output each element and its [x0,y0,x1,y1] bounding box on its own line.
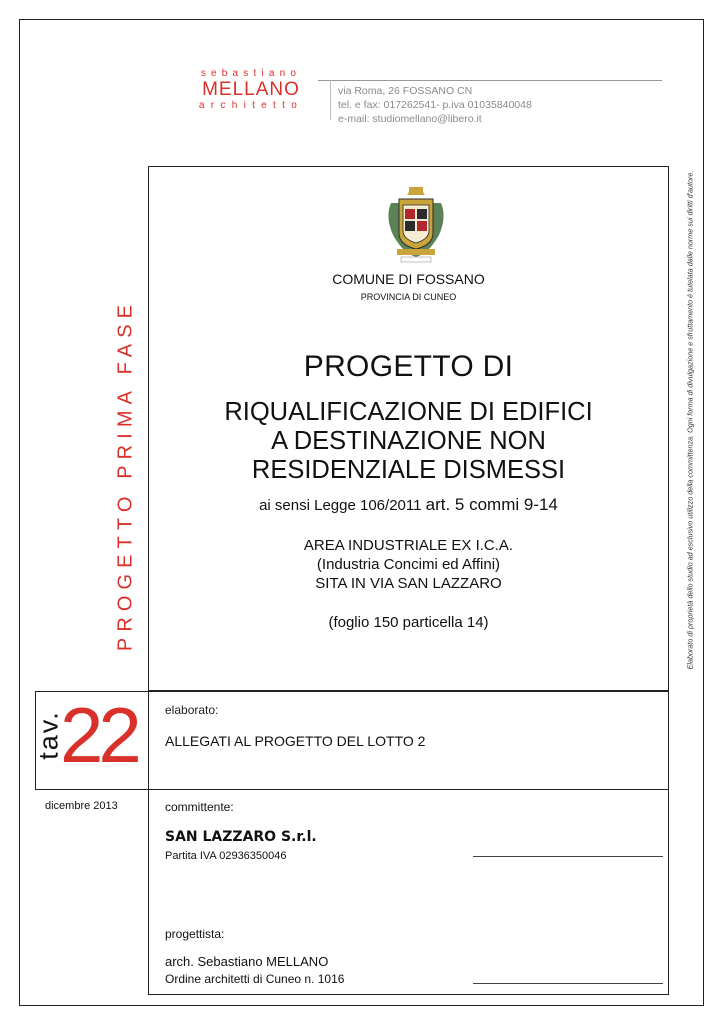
logo-surname: MELLANO [202,79,300,100]
studio-contact [338,84,532,126]
studio-address: via Roma, 26 FOSSANO CN [338,85,473,97]
law-reference-small: ai sensi Legge 106/2011 [259,497,422,514]
area-description [148,536,669,593]
progettista-registration: Ordine architetti di Cuneo n. 1016 [165,972,345,986]
law-reference [148,495,669,515]
sheet-number-divider [148,691,149,790]
committente-vat: Partita IVA 02936350046 [165,850,287,862]
copyright-note: Elaborato di proprietà dello studio ad esclusivo utilizzo della committenza. Ogni forma di divulgazione e sfruttamento è tutelata dalle norme sui diritti d'autore. [685,170,695,670]
logo-profession: architetto [198,100,304,111]
project-title-line1: PROGETTO DI [303,350,514,383]
comune-name: COMUNE DI FOSSANO [332,271,485,287]
elaborato-label: elaborato: [165,703,219,717]
progettista-name: arch. Sebastiano MELLANO [165,954,329,969]
project-title-line3: A DESTINAZIONE NON [271,427,546,455]
sheet-label: tav. [33,710,64,760]
drawing-date: dicembre 2013 [45,800,118,812]
committente-label: committente: [165,800,234,814]
cadastral-reference: (foglio 150 particella 14) [328,614,489,631]
header-divider [330,80,331,120]
area-line3: SITA IN VIA SAN LAZZARO [315,575,502,592]
committente-signature-line [473,856,663,857]
elaborato-value: ALLEGATI AL PROGETTO DEL LOTTO 2 [165,733,426,749]
project-title-line4: RESIDENZIALE DISMESSI [251,456,566,484]
area-line2: (Industria Concimi ed Affini) [316,556,501,573]
sheet-number: 22 [60,691,137,779]
provincia-name: PROVINCIA DI CUNEO [360,292,457,302]
committente-name: SAN LAZZARO S.r.l. [165,829,317,845]
progettista-signature-line [473,983,663,984]
municipal-coat-of-arms-icon [383,183,449,265]
project-title-block [148,398,669,485]
progettista-label: progettista: [165,927,225,941]
project-title-line2: RIQUALIFICAZIONE DI EDIFICI [224,398,593,426]
studio-email: e-mail: studiomellano@libero.it [338,113,482,125]
logo-first-name: sebastiano [200,68,302,79]
header-rule [318,80,662,81]
studio-phone: tel. e fax: 017262541- p.iva 01035840048 [338,99,532,111]
project-phase-label: PROGETTO PRIMA FASE [114,298,137,652]
area-line1: AREA INDUSTRIALE EX I.C.A. [303,537,514,554]
studio-logo [186,68,316,111]
law-reference-article: art. 5 commi 9-14 [425,495,558,514]
